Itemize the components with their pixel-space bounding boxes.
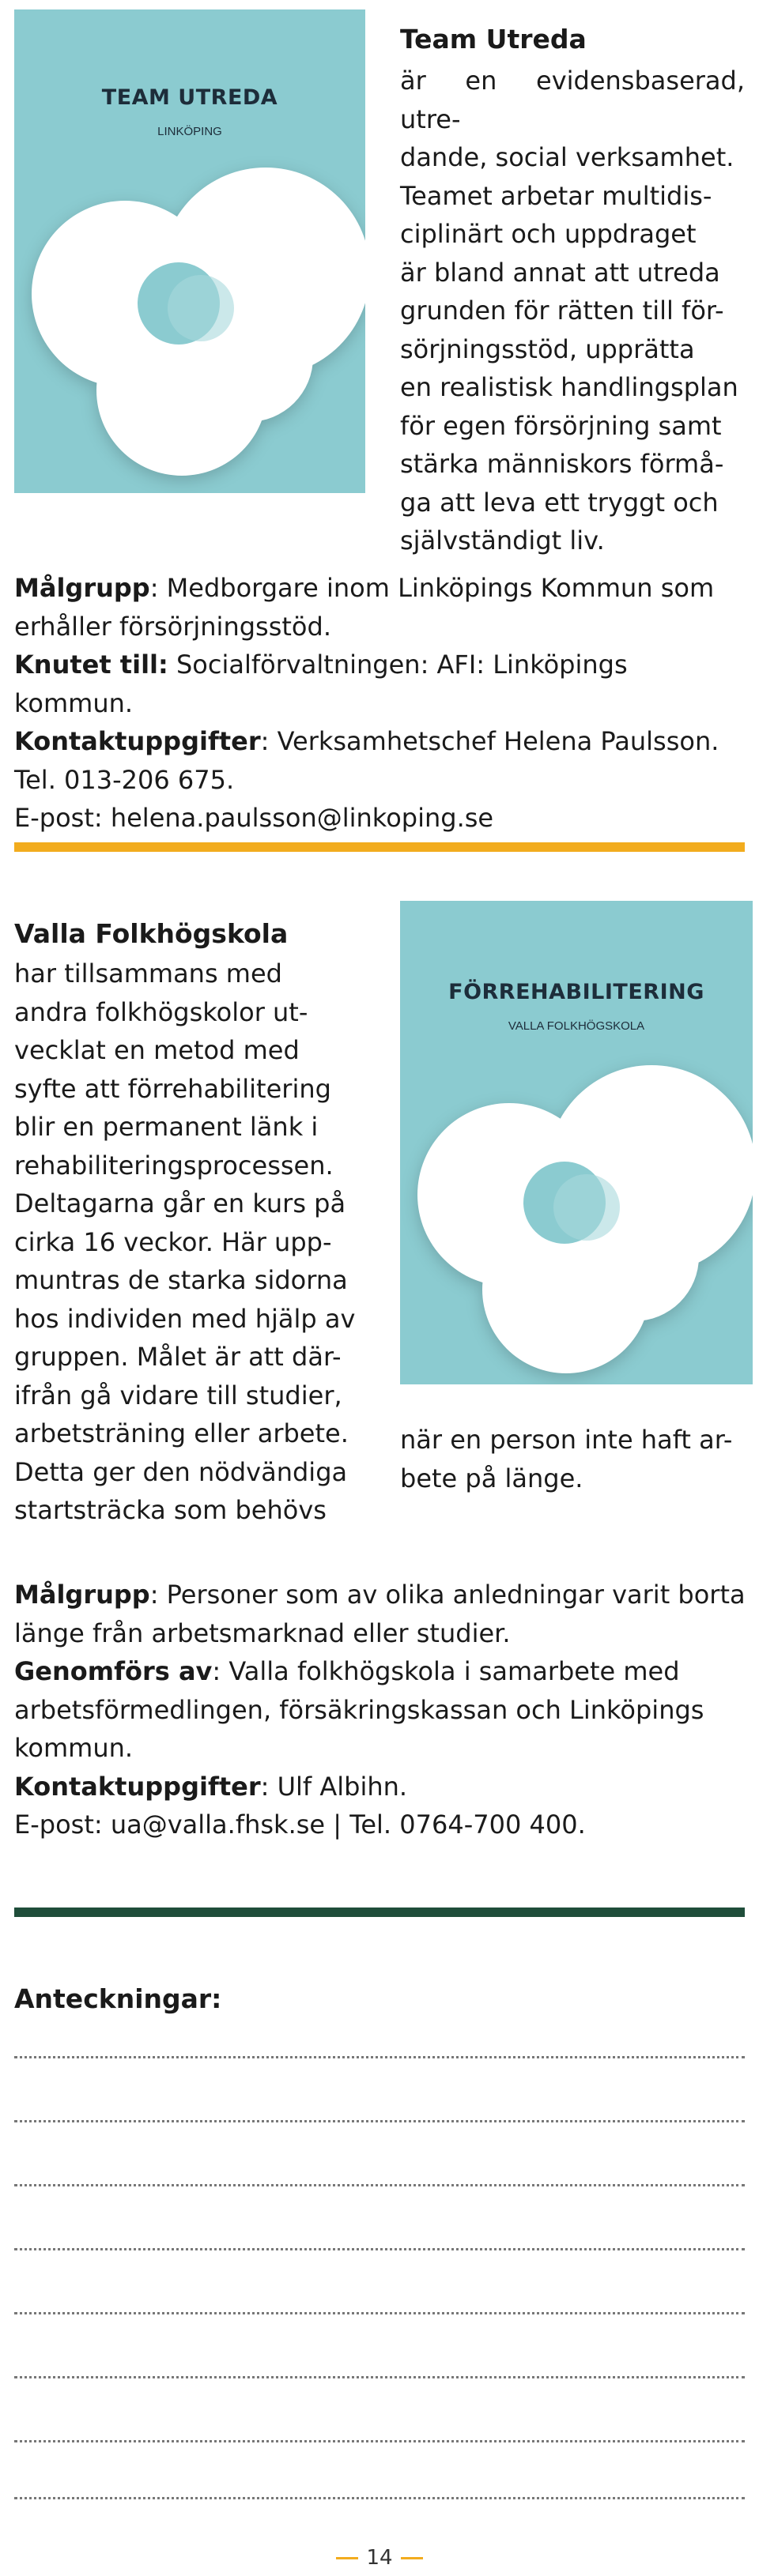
malgrupp-label: Målgrupp <box>14 1580 150 1610</box>
cover-subtitle: VALLA FOLKHÖGSKOLA <box>508 1019 645 1033</box>
body-line: när en person inte haft ar- <box>400 1425 733 1455</box>
malgrupp-text-cont: erhåller försörjningsstöd. <box>14 611 331 642</box>
body-line: har tillsammans med <box>14 958 282 989</box>
body-line: sörjningsstöd, upprätta <box>400 333 695 364</box>
phone-text: Tel. 013-206 675. <box>14 764 235 795</box>
body-line: syfte att förrehabilitering <box>14 1073 331 1104</box>
body-line: blir en permanent länk i <box>14 1112 319 1142</box>
kontakt-label: Kontaktuppgifter <box>14 726 261 756</box>
body-line: självständigt liv. <box>400 525 605 555</box>
circles-graphic <box>14 9 365 493</box>
body-line: är bland annat att utreda <box>400 257 720 288</box>
genomfors-text: : Valla folkhögskola i samarbete med <box>212 1656 680 1686</box>
genomfors-text-cont: arbetsförmedlingen, försäkringskassan och Linköpings <box>14 1694 704 1725</box>
cover-title: FÖRREHABILITERING <box>448 980 704 1004</box>
body-line: ga att leva ett tryggt och <box>400 487 719 518</box>
body-line: arbetsträning eller arbete. <box>14 1418 349 1448</box>
circles-graphic <box>400 901 753 1384</box>
malgrupp-label: Målgrupp <box>14 573 150 603</box>
notes-heading: Anteckningar: <box>14 1983 222 2014</box>
email-phone-text[interactable]: E-post: ua@valla.fhsk.se | Tel. 0764-700 400. <box>14 1810 586 1840</box>
knutet-text: Socialförvaltningen: AFI: Linköpings kommun. <box>14 650 628 718</box>
note-line[interactable] <box>14 2184 745 2186</box>
genomfors-text-cont2: kommun. <box>14 1733 134 1763</box>
note-line[interactable] <box>14 2312 745 2314</box>
body-line: gruppen. Målet är att där- <box>14 1342 342 1372</box>
body-line: Teamet arbetar multidis- <box>400 180 712 211</box>
malgrupp-text-cont: länge från arbetsmarknad eller studier. <box>14 1618 511 1648</box>
page-number: 14 <box>366 2546 393 2570</box>
body-line: rehabiliteringsprocessen. <box>14 1150 334 1181</box>
body-line: är en evidensbaserad, utre- <box>400 66 745 134</box>
body-line: startsträcka som behövs <box>14 1495 327 1525</box>
note-line[interactable] <box>14 2440 745 2442</box>
body-line: Detta ger den nödvändiga <box>14 1456 348 1487</box>
kontakt-text: : Ulf Albihn. <box>260 1771 408 1802</box>
valla-body-right <box>400 1421 745 1497</box>
team-utreda-info <box>14 569 750 838</box>
forrehabilitering-cover <box>400 901 753 1384</box>
team-utreda-heading: Team Utreda <box>400 24 587 55</box>
divider-green <box>14 1908 745 1917</box>
note-line[interactable] <box>14 2376 745 2378</box>
note-line[interactable] <box>14 2497 745 2499</box>
body-line: dande, social verksamhet. <box>400 142 734 172</box>
body-line: muntras de starka sidorna <box>14 1265 348 1295</box>
body-line: en realistisk handlingsplan <box>400 372 738 402</box>
body-line: andra folkhögskolor ut- <box>14 996 308 1027</box>
body-line: ciplinärt och uppdraget <box>400 219 697 249</box>
malgrupp-text: : Medborgare inom Linköpings Kommun som <box>149 573 715 603</box>
note-line[interactable] <box>14 2248 745 2250</box>
body-line: stärka människors förmå- <box>400 449 724 479</box>
note-line[interactable] <box>14 2120 745 2122</box>
cover-title: TEAM UTREDA <box>101 85 278 110</box>
cover-subtitle: LINKÖPING <box>157 125 222 138</box>
knutet-label: Knutet till: <box>14 650 168 680</box>
body-line: hos individen med hjälp av <box>14 1303 356 1334</box>
genomfors-label: Genomförs av <box>14 1656 213 1686</box>
email-text[interactable]: E-post: helena.paulsson@linkoping.se <box>14 803 494 833</box>
team-utreda-cover <box>14 9 365 493</box>
body-line: ifrån gå vidare till studier, <box>14 1380 342 1410</box>
valla-body <box>14 955 365 1530</box>
body-line: Deltagarna går en kurs på <box>14 1188 346 1218</box>
body-line: cirka 16 veckor. Här upp- <box>14 1226 332 1257</box>
body-line: bete på länge. <box>400 1463 583 1493</box>
kontakt-label: Kontaktuppgifter <box>14 1771 261 1802</box>
valla-info <box>14 1576 754 1844</box>
body-line: vecklat en metod med <box>14 1035 300 1065</box>
page-footer <box>0 2546 759 2570</box>
malgrupp-text: : Personer som av olika anledningar varit borta <box>149 1580 746 1610</box>
valla-heading: Valla Folkhögskola <box>14 918 289 949</box>
body-line: grunden för rätten till för- <box>400 296 724 326</box>
body-line: för egen försörjning samt <box>400 410 722 441</box>
note-line[interactable] <box>14 2056 745 2058</box>
kontakt-text: : Verksamhetschef Helena Paulsson. <box>260 726 719 756</box>
team-utreda-body <box>400 62 745 560</box>
divider-orange <box>14 842 745 852</box>
